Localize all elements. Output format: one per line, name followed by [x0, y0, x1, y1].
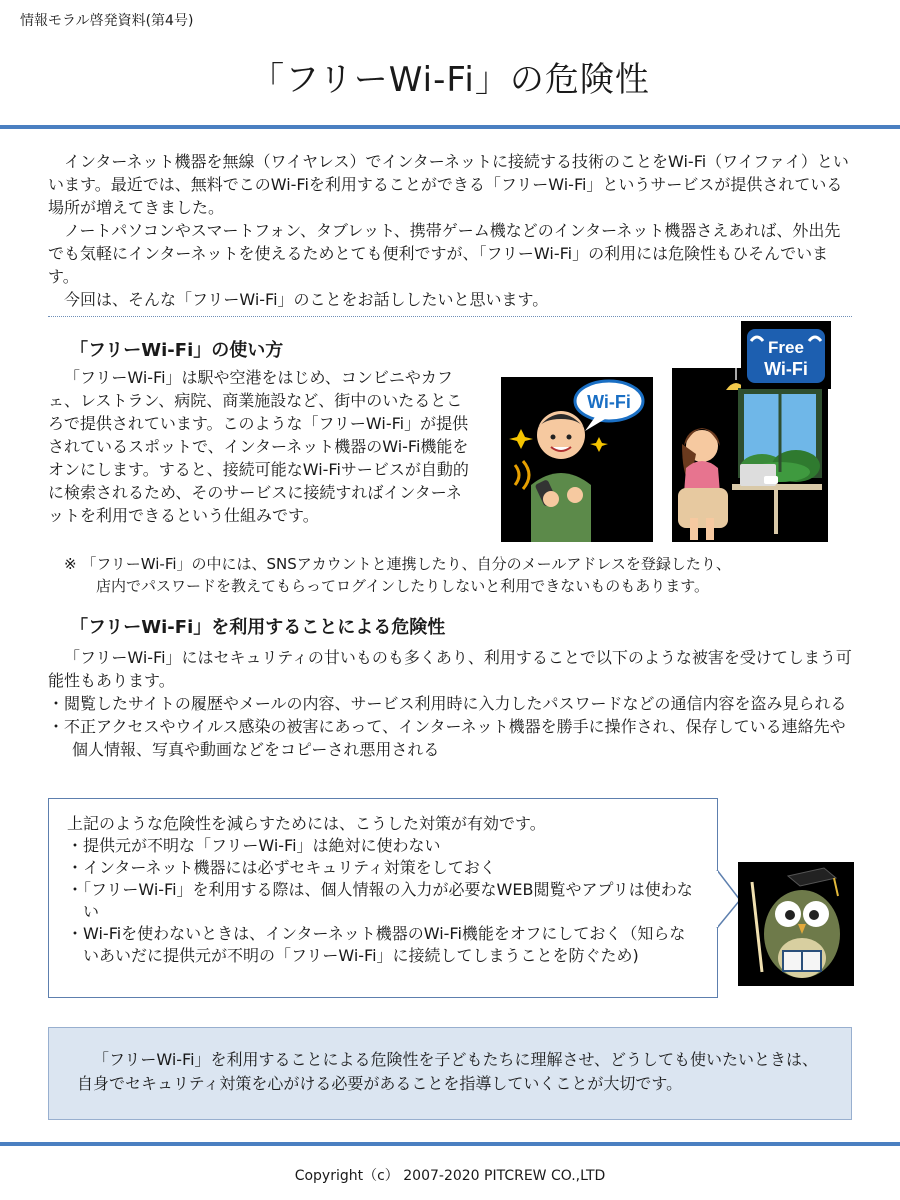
usage-note-line: 店内でパスワードを教えてもらってログインしたりしないと利用できないものもあります。 [96, 577, 710, 595]
man-with-phone-illustration [501, 377, 653, 542]
intro-section [48, 150, 856, 311]
header-rule [0, 125, 900, 129]
list-item: ・インターネット機器には必ずセキュリティ対策をしておく [67, 858, 496, 877]
danger-section [48, 646, 858, 761]
danger-list [48, 692, 858, 761]
danger-intro-text: 「フリーWi-Fi」にはセキュリティの甘いものも多くあり、利用することで以下のような被害を受けてしまう可能性もあります。 [48, 648, 852, 690]
measures-lead: 上記のような危険性を減らすためには、こうした対策が有効です。 [67, 814, 546, 833]
owl-teacher-illustration [738, 862, 854, 986]
intro-paragraph: インターネット機器を無線（ワイヤレス）でインターネットに接続する技術のことをWi-Fi（ワイファイ）といいます。最近では、無料でこのWi-Fiを利用することができる「フリーWi-Fi」というサービスが提供されている場所が増えてきました。 [48, 152, 849, 217]
usage-text: 「フリーWi-Fi」は駅や空港をはじめ、コンビニやカフェ、レストラン、病院、商業施設など、街中のいたるところで提供されています。このような「フリーWi-Fi」が提供されているスポットで、インターネット機器のWi-Fi機能をオンにします。すると、接続可能なWi-Fiサービスが自動的に検索されるため、そのサービスに接続すればインターネットを利用できるという仕組みです。 [48, 368, 469, 525]
summary-text: 「フリーWi-Fi」を利用することによる危険性を子どもたちに理解させ、どうしても使いたいときは、自身でセキュリティ対策を心がける必要があることを指導していくことが大切です。 [77, 1050, 819, 1093]
list-item: ・「フリーWi-Fi」を利用する際は、個人情報の入力が必要なWEB閲覧やアプリは使わない [67, 880, 693, 921]
sign-text-wifi: Wi-Fi [764, 359, 808, 379]
usage-heading: 「フリーWi-Fi」の使い方 [70, 340, 284, 361]
man-with-phone-icon [501, 377, 653, 542]
copyright-text: Copyright（c） 2007-2020 PITCREW CO.,LTD [294, 1168, 606, 1184]
footer-rule [0, 1142, 900, 1146]
section-divider [48, 316, 852, 317]
wifi-bubble-text: Wi-Fi [587, 392, 631, 412]
series-label: 情報モラル啓発資料(第4号) [20, 13, 194, 29]
free-wifi-sign-illustration [741, 321, 831, 389]
summary-box [48, 1027, 852, 1120]
usage-note [64, 553, 864, 597]
sign-text-free: Free [768, 338, 804, 357]
free-wifi-sign-icon [741, 321, 831, 389]
measures-callout [48, 798, 718, 998]
list-item: ・閲覧したサイトの履歴やメールの内容、サービス利用時に入力したパスワードなどの通信内容を盗み見られる [48, 694, 847, 713]
woman-in-cafe-illustration [672, 368, 828, 542]
intro-paragraph: 今回は、そんな「フリーWi-Fi」のことをお話ししたいと思います。 [64, 290, 549, 309]
measures-list [67, 835, 699, 967]
owl-teacher-icon [738, 862, 854, 986]
page-title: 「フリーWi-Fi」の危険性 [250, 60, 650, 100]
usage-note-line: ※ 「フリーWi-Fi」の中には、SNSアカウントと連携したり、自分のメールアドレスを登録したり、 [64, 555, 731, 573]
woman-in-cafe-icon [672, 368, 828, 542]
intro-paragraph: ノートパソコンやスマートフォン、タブレット、携帯ゲーム機などのインターネット機器さえあれば、外出先でも気軽にインターネットを使えるためとても便利ですが、「フリーWi-Fi」の利用には危険性もひそんでいます。 [48, 221, 841, 286]
list-item: ・提供元が不明な「フリーWi-Fi」は絶対に使わない [67, 836, 441, 855]
list-item: ・Wi-Fiを使わないときは、インターネット機器のWi-Fi機能をオフにしておく（知らないあいだに提供元が不明の「フリーWi-Fi」に接続してしまうことを防ぐため) [67, 924, 686, 965]
list-item: ・不正アクセスやウイルス感染の被害にあって、インターネット機器を勝手に操作され、保存している連絡先や個人情報、写真や動画などをコピーされ悪用される [48, 717, 846, 759]
danger-heading: 「フリーWi-Fi」を利用することによる危険性 [70, 617, 446, 638]
